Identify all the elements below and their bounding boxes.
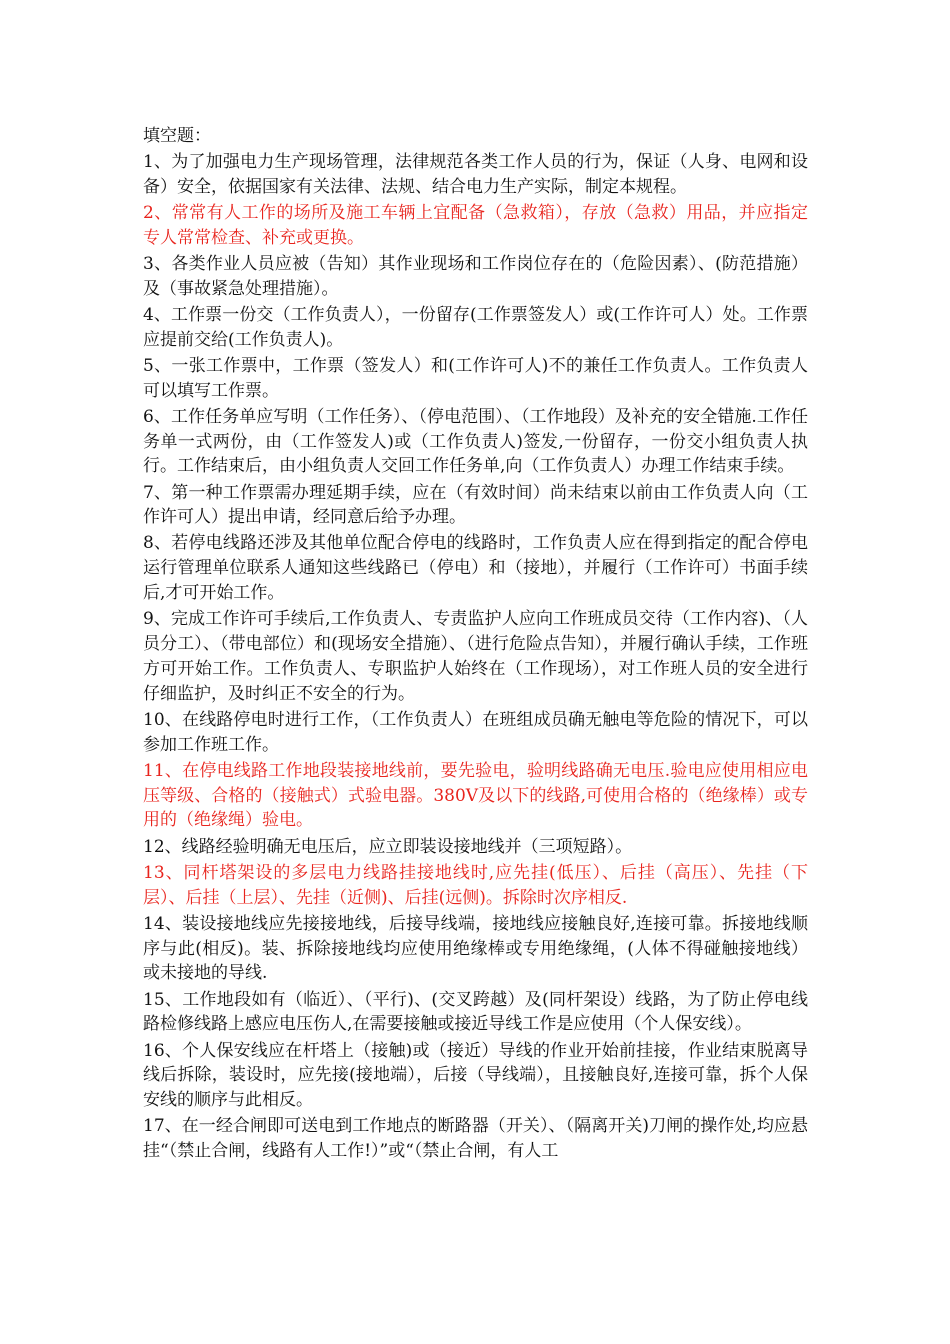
question-item-10: 10、在线路停电时进行工作，（工作负责人）在班组成员确无触电等危险的情况下，可以参加工作班工作。 [143,709,808,755]
question-item-8: 8、若停电线路还涉及其他单位配合停电的线路时，工作负责人应在得到指定的配合停电运行管理单位联系人通知这些线路已（停电）和（接地），并履行（工作许可）书面手续后,才可开始工作。 [143,533,808,604]
question-item-2: 2、常常有人工作的场所及施工车辆上宜配备（急救箱），存放（急救）用品，并应指定专人常常检查、补充或更换。 [143,202,808,248]
question-item-15: 15、工作地段如有（临近）、（平行)、(交叉跨越）及(同杆架设）线路，为了防止停电线路检修线路上感应电压伤人,在需要接触或接近导线工作是应使用（个人保安线）。 [143,989,808,1035]
question-item-4: 4、工作票一份交（工作负责人），一份留存(工作票签发人）或(工作许可人）处。工作票应提前交给(工作负责人)。 [143,304,808,350]
question-item-12: 12、线路经验明确无电压后，应立即装设接地线并（三项短路）。 [143,836,633,857]
question-item-1: 1、为了加强电力生产现场管理，法律规范各类工作人员的行为，保证（人身、电网和设备）安全，依据国家有关法律、法规、结合电力生产实际，制定本规程。 [143,151,808,197]
question-item-6: 6、工作任务单应写明（工作任务）、（停电范围）、（工作地段）及补充的安全错施.工作任务单一式两份，由（工作签发人)或（工作负责人)签发,一份留存，一份交小组负责人执行。工作结束后，由小组负责人交回工作任务单,向（工作负责人）办理工作结束手续。 [143,406,808,477]
question-item-7: 7、第一种工作票需办理延期手续，应在（有效时间）尚未结束以前由工作负责人向（工作许可人）提出申请，经同意后给予办理。 [143,482,808,528]
document-body [143,124,808,1165]
question-item-13: 13、同杆塔架设的多层电力线路挂接地线时,应先挂(低压）、后挂（高压）、先挂（下层）、后挂（上层）、先挂（近侧)、后挂(远侧)。拆除时次序相反. [143,862,808,908]
question-item-17: 17、在一经合闸即可送电到工作地点的断路器（开关）、（隔离开关)刀闸的操作处,均应悬挂“（禁止合闸，线路有人工作!）”或“（禁止合闸，有人工 [143,1116,808,1162]
question-item-3: 3、各类作业人员应被（告知）其作业现场和工作岗位存在的（危险因素）、(防范措施）及（事故紧急处理措施）。 [143,253,808,299]
section-heading: 填空题： [143,126,211,146]
question-item-16: 16、个人保安线应在杆塔上（接触)或（接近）导线的作业开始前挂接，作业结束脱离导线后拆除，装设时，应先接(接地端），后接（导线端），且接触良好,连接可靠，拆个人保安线的顺序与此相反。 [143,1040,808,1111]
question-item-14: 14、装设接地线应先接接地线，后接导线端，接地线应接触良好,连接可靠。拆接地线顺序与此(相反)。装、拆除接地线均应使用绝缘棒或专用绝缘绳，(人体不得碰触接地线）或未接地的导线. [143,913,808,984]
question-item-5: 5、一张工作票中，工作票（签发人）和(工作许可人)不的兼任工作负责人。工作负责人可以填写工作票。 [143,355,808,401]
question-item-11: 11、在停电线路工作地段装接地线前，要先验电，验明线路确无电压.验电应使用相应电压等级、合格的（接触式）式验电器。380V及以下的线路,可使用合格的（绝缘棒）或专用的（绝缘绳）验电。 [143,760,808,831]
question-item-9: 9、完成工作许可手续后,工作负责人、专责监护人应向工作班成员交待（工作内容)、（人员分工）、（带电部位）和(现场安全措施）、（进行危险点告知），并履行确认手续，工作班方可开始工作。工作负责人、专职监护人始终在（工作现场），对工作班人员的安全进行仔细监护，及时纠正不安全的行为。 [143,609,808,704]
